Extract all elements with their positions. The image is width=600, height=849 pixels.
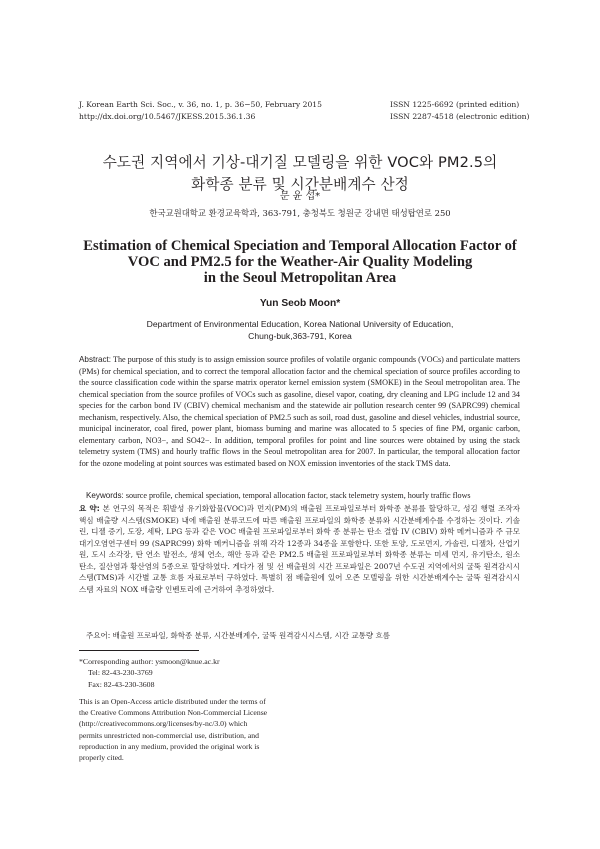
- journal-header-left: [79, 99, 322, 123]
- korean-affiliation: 한국교원대학교 환경교육학과, 363-791, 충청북도 청원군 강내면 태성탑연로 250: [149, 208, 451, 218]
- license-notice: This is an Open-Access article distributed under the terms of the Creative Commons Attribution Non-Commercial License (http://creativecommons.org/licenses/by-nc/3.0) which permits unrestricted non-commercial use, distribution, and reproduction in any medium, provided the original work is properly cited.: [79, 697, 268, 763]
- korean-abstract: [79, 503, 520, 595]
- journal-header-right: [390, 99, 530, 123]
- korean-title-line1: 수도권 지역에서 기상-대기질 모델링을 위한 VOC와 PM2.5의: [102, 154, 498, 171]
- journal-citation: J. Korean Earth Sci. Soc., v. 36, no. 1, p. 36−50, February 2015: [79, 100, 322, 109]
- english-affiliation-line1: Department of Environmental Education, Korea National University of Education,: [146, 319, 454, 329]
- korean-keywords-text: 배출원 프로파일, 화학종 분류, 시간분배계수, 굴뚝 원격감시시스템, 시간 교통량 흐름: [112, 631, 390, 640]
- english-title-line3: in the Seoul Metropolitan Area: [203, 270, 397, 286]
- korean-keywords-label: 주요어:: [86, 631, 111, 640]
- corresponding-email: *Corresponding author: ysmoon@knue.ac.kr: [79, 657, 220, 666]
- korean-title-line2: 화학종 분류 및 시간분배계수 산정: [191, 176, 409, 193]
- abstract-text: The purpose of this study is to assign emission source profiles of volatile organic compounds (VOCs) and particulate matters (PMs) for chemical speciation, and to correct the temporal allocation factor and the chemical speciation of source profiles according to the source classification code within the sparse matrix operator kernel emission system (SMOKE) in the Seoul metropolitan area. The chemical speciation from the source profiles of VOCs such as gasoline, diesel vapor, coating, dry cleaning and LPG include 12 and 34 species for the carbon bond IV (CBIV) chemical mechanism and the statewide air pollution research center 99 (SAPRC99) chemical mechanism, respectively. Also, the chemical speciation of PM2.5 such as soil, road dust, gasoline and diesel vehicles, industrial source, municipal incinerator, coal fired, power plant, biomass burning and marine was allocated to 5 species of fine PM, organic carbon, elementary carbon, NO3−, and SO42−. In addition, temporal profiles for point and line sources were obtained by using the stack telemetry system (TMS) and hourly traffic flows in the Seoul metropolitan area for 2007. In particular, the temporal allocation factor for the ozone modeling at point sources was estimated based on NOX emission inventories of the stack TMS data.: [79, 355, 520, 468]
- english-title-line1: Estimation of Chemical Speciation and Temporal Allocation Factor of: [83, 238, 517, 254]
- footnote-divider: [79, 650, 199, 651]
- korean-author: 문 윤 섭*: [279, 191, 321, 202]
- issn-print: ISSN 1225-6692 (printed edition): [390, 100, 520, 109]
- korean-keywords: [86, 630, 526, 641]
- doi-link[interactable]: http://dx.doi.org/10.5467/JKESS.2015.36.1.36: [79, 112, 256, 121]
- english-affiliation-line2: Chung-buk,363-791, Korea: [248, 331, 352, 341]
- abstract-label: Abstract:: [79, 355, 112, 364]
- english-author: Yun Seob Moon*: [259, 298, 341, 309]
- english-title-line2: VOC and PM2.5 for the Weather-Air Quality Modeling: [127, 254, 473, 270]
- english-keywords: [86, 491, 526, 500]
- english-title: [0, 238, 600, 286]
- english-affiliation: [0, 318, 600, 342]
- corresponding-tel: Tel: 82-43-230-3769: [88, 668, 153, 678]
- korean-abstract-text: 본 연구의 목적은 휘발성 유기화합물(VOC)과 먼지(PM)의 배출원 프로파일로부터 화학종 분류를 할당하고, 성김 행렬 조작자 핵심 배출량 시스템(SMOKE) 내에 배출원 분류코드에 따른 배출원 프로파일의 화학종 분류와 시간분배계수를 수정하는 것이다. 기솔린, 디젤 증기, 도장, 세탁, LPG 등과 같은 VOC 배출원 프로파일로부터 화학 종 분류는 탄소 결합 IV (CBIV) 화학 메커니즘과 주 규모 대기오염연구센터 99 (SAPRC99) 화학 메커니즘을 위해 각각 12종과 34종을 포함한다. 또한 토양, 도로먼지, 가솔린, 디젤차, 산업기원, 도시 소각장, 탄 연소 발전소, 생체 연소, 해안 등과 같은 PM2.5 배출원 프로파일로부터 화학종 분류는 미세 먼지, 유기탄소, 원소 탄소, 질산염과 황산염의 5종으로 할당하였다. 게다가 점 및 선 배출원의 시간 프로파일은 2007년 수도권 지역에서의 굴뚝 원격감시시스템(TMS)과 시간별 교통 흐름 자료로부터 구하였다. 특별히 점 배출원에 있어 오존 모델링을 위한 시간분배계수는 굴뚝 원격감시시스템 자료의 NOX 배출량 인벤토리에 근거하여 추정하였다.: [79, 504, 520, 594]
- english-abstract: [79, 354, 520, 469]
- korean-abstract-label: 요 약:: [79, 504, 100, 513]
- corresponding-fax: Fax: 82-43-230-3608: [88, 679, 155, 689]
- corresponding-author-footnote: [79, 656, 220, 690]
- keywords-label: Keywords:: [86, 491, 124, 500]
- issn-electronic: ISSN 2287-4518 (electronic edition): [390, 112, 530, 121]
- keywords-text: source profile, chemical speciation, temporal allocation factor, stack telemetry system, hourly traffic flows: [125, 491, 471, 500]
